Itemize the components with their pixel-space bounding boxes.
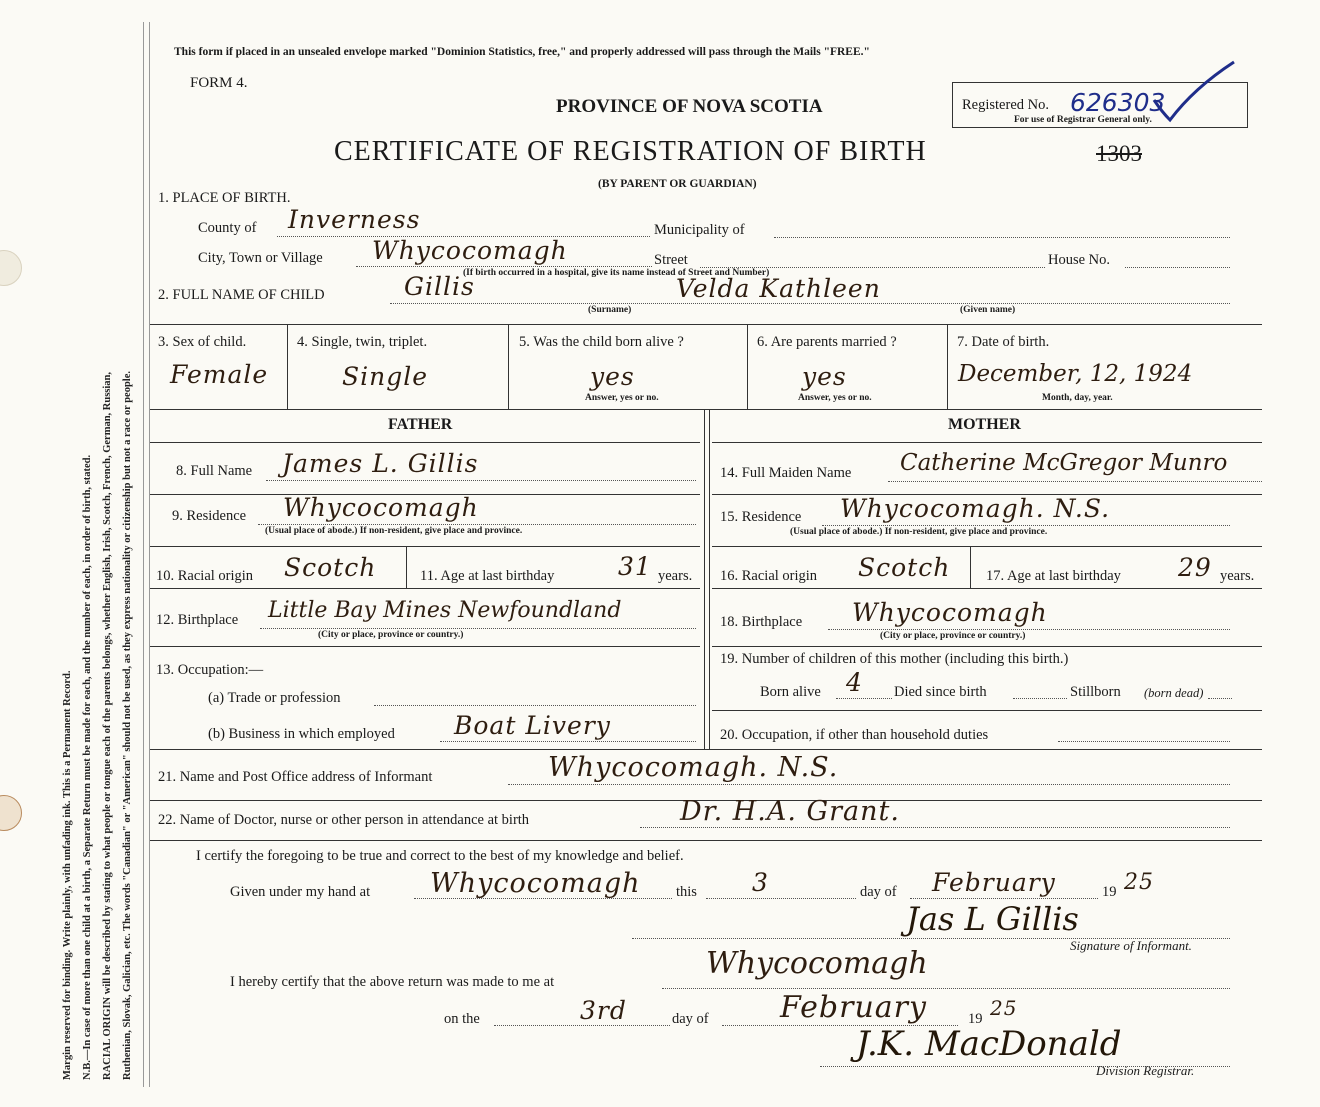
registered-label: Registered No. — [962, 97, 1049, 113]
born-alive-count-label: Born alive — [760, 684, 821, 700]
father-name-line — [266, 480, 696, 481]
row3-top-rule — [150, 324, 1262, 325]
registrar-place-value: Whycocomagh — [706, 946, 928, 981]
county-value: Inverness — [288, 205, 421, 234]
mother-residence-label: 15. Residence — [720, 509, 802, 525]
single-label: 4. Single, twin, triplet. — [297, 334, 428, 350]
given-year-value: 25 — [1124, 870, 1154, 895]
mother-racial-label: 16. Racial origin — [720, 568, 818, 584]
trade-line — [374, 705, 696, 706]
father-age-value: 31 — [618, 552, 652, 581]
street-label: Street — [654, 252, 688, 268]
registrar-day-line — [494, 1025, 670, 1026]
mother-residence-line — [822, 525, 1230, 526]
father-birthplace-value: Little Bay Mines Newfoundland — [268, 598, 622, 623]
business-value: Boat Livery — [454, 711, 611, 740]
father-heading: FATHER — [388, 416, 453, 433]
given-name-note: (Given name) — [960, 305, 1016, 315]
father-residence-label: 9. Residence — [172, 508, 247, 524]
stillborn-label: Stillborn — [1070, 684, 1121, 700]
margin-note-binding: Margin reserved for binding. Write plainly, with unfading ink. This is a Permanent Record. — [62, 670, 73, 1080]
mother-age-years: years. — [1220, 568, 1255, 584]
trade-label: (a) Trade or profession — [208, 690, 341, 706]
father-residence-value: Whycocomagh — [283, 493, 479, 522]
city-value: Whycocomagh — [372, 236, 568, 265]
mother-heading-rule — [712, 442, 1262, 443]
binding-hole-top — [0, 250, 22, 286]
mother-occupation-line — [1058, 741, 1230, 742]
father-rule-2 — [150, 546, 700, 547]
registrar-statement: I hereby certify that the above return was made to me at — [230, 974, 555, 990]
registrar-signature-label: Division Registrar. — [1096, 1063, 1195, 1078]
born-alive-value: yes — [590, 362, 635, 391]
informant-line — [508, 784, 1230, 785]
mother-racial-value: Scotch — [858, 553, 951, 582]
date-of-birth-label: 7. Date of birth. — [957, 334, 1050, 350]
mother-residence-note: (Usual place of abode.) If non-resident, give place and province. — [790, 527, 1048, 537]
registrar-check-mark — [1150, 58, 1240, 128]
form-number: FORM 4. — [190, 75, 248, 91]
certificate-subtitle: (BY PARENT OR GUARDIAN) — [598, 178, 757, 190]
single-value: Single — [342, 362, 429, 391]
given-month-line — [910, 898, 1098, 899]
died-since-birth-label: Died since birth — [894, 684, 987, 700]
father-birthplace-line — [260, 628, 696, 629]
informant-value: Whycocomagh. N.S. — [548, 752, 839, 783]
given-month-value: February — [932, 868, 1056, 897]
mother-name-line — [888, 481, 1262, 482]
father-rule-4 — [150, 646, 700, 647]
date-of-birth-note: Month, day, year. — [1042, 393, 1113, 403]
mother-rule-2 — [712, 546, 1262, 547]
this-label: this — [676, 884, 697, 900]
child-name-label: 2. FULL NAME OF CHILD — [158, 287, 325, 303]
margin-note-multiple-births: N.B.—In case of more than one child at a birth, a Separate Return must be made for each, and the number of each, in order of birth, stated. — [82, 454, 93, 1080]
house-label: House No. — [1048, 252, 1111, 268]
stillborn-note: (born dead) — [1144, 686, 1204, 700]
doctor-rule — [150, 840, 1262, 841]
row3-divider-1 — [287, 324, 288, 409]
registrar-month-value: February — [780, 990, 927, 1025]
born-alive-label: 5. Was the child born alive ? — [519, 334, 684, 350]
row3-bottom-rule — [150, 409, 1262, 410]
given-day-line — [706, 898, 856, 899]
registrar-place-line — [662, 988, 1230, 989]
doctor-label: 22. Name of Doctor, nurse or other person in attendance at birth — [158, 812, 530, 828]
margin-rule — [143, 22, 144, 1087]
mother-occupation-label: 20. Occupation, if other than household duties — [720, 727, 989, 743]
row3-divider-4 — [947, 324, 948, 409]
married-note: Answer, yes or no. — [798, 393, 872, 403]
married-label: 6. Are parents married ? — [757, 334, 897, 350]
father-residence-note: (Usual place of abode.) If non-resident, give place and province. — [265, 526, 523, 536]
binding-hole-bottom — [0, 795, 22, 831]
margin-note-racial-origin: RACIAL ORIGIN will be described by stating to what people or tongue each of the parents belongs, whether English, Irish, Scotch, French, German, Russian, — [102, 371, 113, 1080]
born-alive-count-value: 4 — [846, 668, 863, 697]
child-given-name: Velda Kathleen — [676, 274, 881, 303]
married-value: yes — [802, 362, 847, 391]
child-surname: Gillis — [404, 272, 475, 301]
children-count-label: 19. Number of children of this mother (including this birth.) — [720, 651, 1069, 667]
mother-residence-value: Whycocomagh. N.S. — [840, 494, 1111, 523]
mother-age-divider — [970, 546, 971, 588]
father-name-value: James L. Gillis — [282, 449, 479, 478]
informant-label: 21. Name and Post Office address of Informant — [158, 769, 433, 785]
given-day-of-label: day of — [860, 884, 897, 900]
given-day-value: 3 — [752, 868, 769, 897]
given-under-hand-label: Given under my hand at — [230, 884, 371, 900]
margin-note-nationality: Ruthenian, Slovak, Galician, etc. The words "Canadian" or "American" should not be used, as they express nationality or citizenship but not a race or people. — [122, 371, 133, 1080]
sex-value: Female — [170, 360, 269, 389]
father-rule-3 — [150, 588, 700, 589]
municipality-line — [774, 237, 1230, 238]
given-place-value: Whycocomagh — [430, 868, 641, 899]
father-age-label: 11. Age at last birthday — [420, 568, 555, 584]
mother-birthplace-value: Whycocomagh — [852, 598, 1048, 627]
father-racial-value: Scotch — [284, 553, 377, 582]
house-line — [1125, 267, 1230, 268]
mother-heading: MOTHER — [948, 416, 1021, 433]
given-place-line — [414, 898, 672, 899]
place-heading: 1. PLACE OF BIRTH. — [158, 190, 291, 206]
father-age-years: years. — [658, 568, 693, 584]
father-racial-label: 10. Racial origin — [156, 568, 254, 584]
born-alive-line — [836, 698, 892, 699]
title-number: 1303 — [1096, 141, 1142, 166]
occupation-label: 13. Occupation:— — [156, 662, 264, 678]
row3-divider-3 — [747, 324, 748, 409]
sex-label: 3. Sex of child. — [158, 334, 247, 350]
registrar-day-value: 3rd — [580, 996, 627, 1025]
parents-divider-2 — [709, 409, 710, 749]
mother-birthplace-line — [828, 629, 1230, 630]
registered-number: 626303 — [1070, 88, 1166, 117]
mother-rule-3 — [712, 588, 1262, 589]
informant-signature: Jas L Gillis — [906, 900, 1079, 938]
father-birthplace-label: 12. Birthplace — [156, 612, 239, 628]
margin-rule-inner — [149, 22, 150, 1087]
father-age-divider — [406, 546, 407, 588]
mother-birthplace-note: (City or place, province or country.) — [880, 631, 1026, 641]
died-line — [1013, 698, 1067, 699]
stillborn-line — [1208, 698, 1232, 699]
city-line — [356, 266, 652, 267]
city-label: City, Town or Village — [198, 250, 323, 266]
given-year-prefix: 19 — [1102, 884, 1117, 900]
parents-bottom-rule — [150, 749, 1262, 750]
doctor-line — [640, 827, 1230, 828]
mother-rule-4 — [712, 646, 1262, 647]
registrar-year-prefix: 19 — [968, 1011, 983, 1027]
mother-rule-5 — [712, 710, 1262, 711]
hospital-note: (If birth occurred in a hospital, give its name instead of Street and Number) — [463, 268, 770, 278]
mother-name-value: Catherine McGregor Munro — [900, 450, 1228, 476]
registered-note: For use of Registrar General only. — [1014, 115, 1152, 125]
parents-divider — [704, 409, 705, 749]
municipality-label: Municipality of — [654, 222, 745, 238]
father-heading-rule — [150, 442, 700, 443]
date-of-birth-value: December, 12, 1924 — [958, 361, 1193, 387]
father-name-label: 8. Full Name — [176, 463, 253, 479]
certificate-title: CERTIFICATE OF REGISTRATION OF BIRTH — [334, 136, 927, 167]
mother-age-value: 29 — [1178, 553, 1212, 582]
father-birthplace-note: (City or place, province or country.) — [318, 630, 464, 640]
top-notice: This form if placed in an unsealed envelope marked "Dominion Statistics, free," and properly addressed will pass through the Mails "FREE." — [174, 46, 870, 58]
surname-note: (Surname) — [588, 305, 632, 315]
registrar-day-of-label: day of — [672, 1011, 709, 1027]
registrar-year-value: 25 — [990, 996, 1018, 1020]
business-label: (b) Business in which employed — [208, 726, 395, 742]
province-heading: PROVINCE OF NOVA SCOTIA — [556, 96, 823, 117]
row3-divider-2 — [508, 324, 509, 409]
born-alive-note: Answer, yes or no. — [585, 393, 659, 403]
county-label: County of — [198, 220, 257, 236]
father-residence-line — [258, 524, 696, 525]
registrar-on-the-label: on the — [444, 1011, 480, 1027]
certify-statement: I certify the foregoing to be true and correct to the best of my knowledge and belief. — [196, 848, 684, 864]
informant-signature-label: Signature of Informant. — [1070, 938, 1192, 953]
business-line — [440, 741, 696, 742]
registrar-signature: J.K. MacDonald — [856, 1024, 1122, 1064]
child-name-line — [390, 303, 1230, 304]
mother-name-label: 14. Full Maiden Name — [720, 465, 852, 481]
mother-birthplace-label: 18. Birthplace — [720, 614, 803, 630]
doctor-value: Dr. H.A. Grant. — [680, 796, 900, 827]
mother-age-label: 17. Age at last birthday — [986, 568, 1121, 584]
